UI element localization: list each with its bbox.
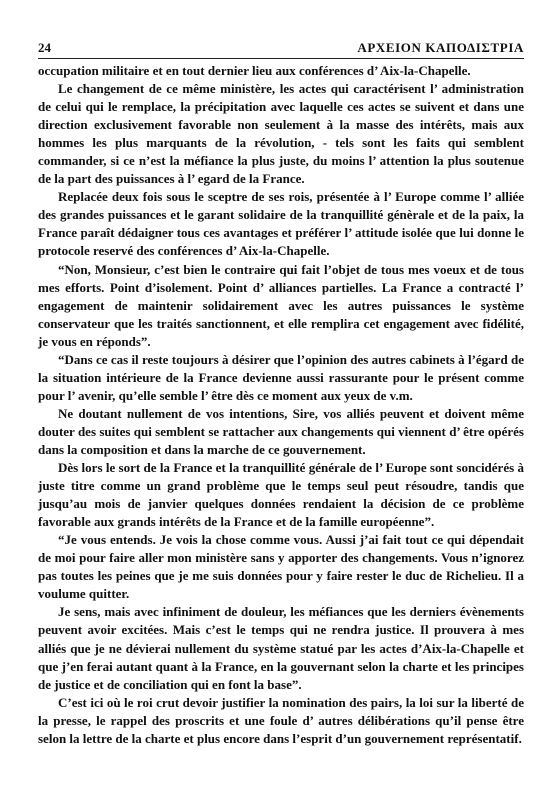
paragraph: C’est ici où le roi crut devoir justifier la nomination des pairs, la loi sur la liberté de la presse, le rappel des proscrits et une foule d’ autres délibérations qu’il pense être selon la lettre de la charte et plus encore dans l’esprit d’un gouvernement représentatif. xyxy=(38,694,524,746)
running-title: ΑΡΧΕΙΟΝ ΚΑΠΟΔΙΣΤΡΙΑ xyxy=(357,40,524,55)
page-number: 24 xyxy=(38,40,51,55)
body-text xyxy=(38,62,524,748)
paragraph: occupation militaire et en tout dernier lieu aux conférences d’ Aix-la-Chapelle. xyxy=(38,63,471,78)
paragraph: Je sens, mais avec infiniment de douleur, les méfiances que les derniers évènements peuvent avoir excitées. Mais c’est le temps qui ne rendra justice. Il prouvera à mes alliés que je ne dévierai nullement du système statué par les actes d’Aix-la-Chapelle et que j’en ferai autant quant à la France, en la gouvernant selon la charte et les principes de justice et de conciliation qui en font la base”. xyxy=(38,604,524,692)
paragraph: Le changement de ce même ministère, les actes qui caractérisent l’ administration de celui qui le remplace, la précipitation avec laquelle ces actes se suivent et dans une direction exclusivement favorable non seulement à la masse des intérêts, mais aux hommes les plus marquants de la révolution, - tels sont les faits qui semblent commander, si ce n’est la méfiance la plus juste, du moins l’ attention la plus soutenue de la part des puissances à l’ egard de la France. xyxy=(38,81,524,187)
paragraph: Dès lors le sort de la France et la tranquillité générale de l’ Europe sont soncidérés à juste titre comme un grand problème que le temps seul peut résoudre, tandis que jusqu’au mois de janvier quelques données rendaient la décision de ce problème favorable aux grands intérêts de la France et de la famille européenne”. xyxy=(38,460,524,530)
paragraph: “Je vous entends. Je vois la chose comme vous. Aussi j’ai fait tout ce qui dépendait de moi pour faire aller mon ministère sans y apporter des changements. Vous n’ignorez pas toutes les peines que je me suis données pour y faire rester le duc de Richelieu. Il a voulume quitter. xyxy=(38,532,524,602)
running-header xyxy=(38,40,524,58)
paragraph: “Non, Monsieur, c’est bien le contraire qui fait l’objet de tous mes voeux et de tous mes efforts. Point d’isolement. Point d’ alliances partielles. La France a contracté l’ engagement de maintenir solidairement avec les autres puissances le système conservateur que les traités sanctionnent, et elle remplira cet engagement avec fidélité, je vous en réponds”. xyxy=(38,261,524,349)
paragraph: Ne doutant nullement de vos intentions, Sire, vos alliés peuvent et doivent même douter des suites qui semblent se rattacher aux changements qui viennent d’ être opérés dans la composition et dans la marche de ce gouvernement. xyxy=(38,405,524,457)
header-rule xyxy=(38,58,524,59)
paragraph: Replacée deux fois sous le sceptre de ses rois, présentée à l’ Europe comme l’ alliée des grandes puissances et le garant solidaire de la tranquillité génèrale et de la paix, la France paraît dédaigner tous ces avantages et préférer l’ attitude isolée que lui donne le protocole reservé des conférences d’ Aix-la-Chapelle. xyxy=(38,189,524,259)
paragraph: “Dans ce cas il reste toujours à désirer que l’opinion des autres cabinets à l’égard de la situation intérieure de la France devienne aussi rassurante pour le présent comme pour l’ avenir, qu’elle semble l’ être dès ce moment aux yeux de v.m. xyxy=(38,351,524,403)
